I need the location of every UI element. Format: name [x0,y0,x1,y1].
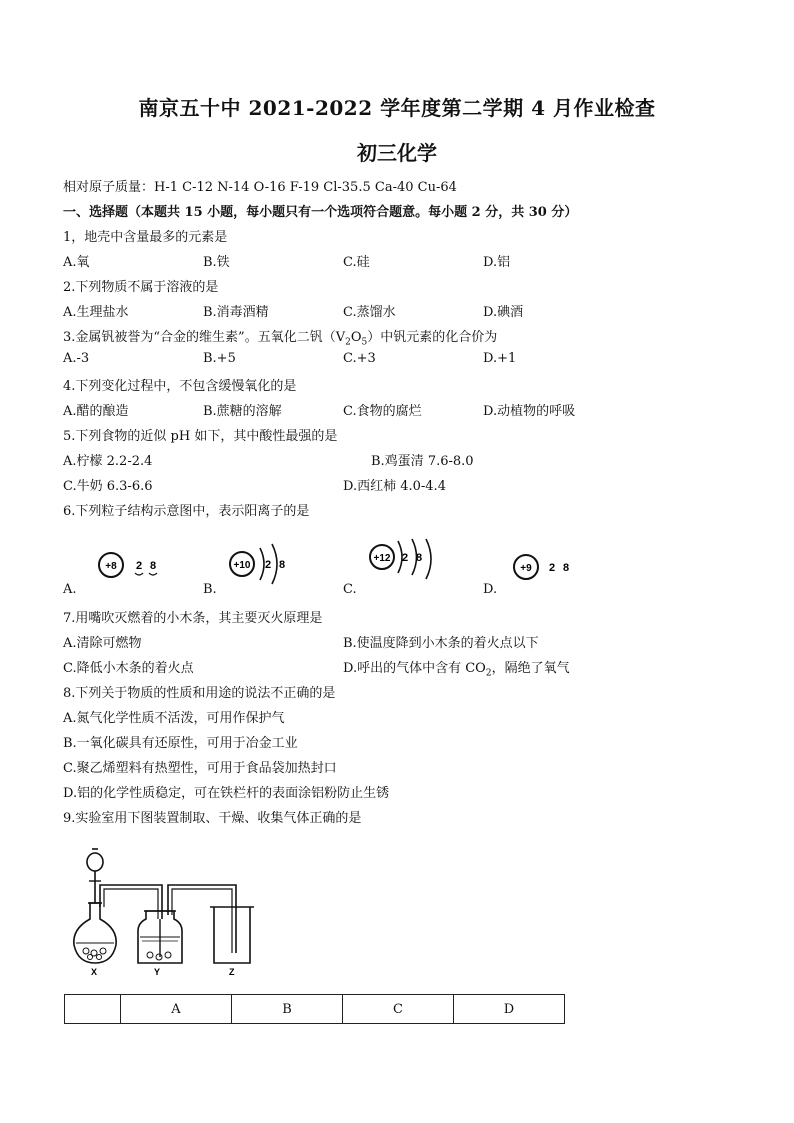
gas-apparatus-diagram [66,845,266,980]
q5-option-c: C.牛奶 6.3-6.6 [63,479,153,494]
page-title: 南京五十中 2021-2022 学年度第二学期 4 月作业检查 [138,96,656,120]
question-5-stem: 5.下列食物的近似 pH 如下，其中酸性最强的是 [63,429,338,444]
svg-text:8: 8 [149,560,157,572]
q3-option-d: D.+1 [483,351,517,366]
q2-option-d: D.碘酒 [483,305,524,320]
question-8-stem: 8.下列关于物质的性质和用途的说法不正确的是 [63,686,336,701]
section-heading: 一、选择题（本题共 15 小题，每小题只有一个选项符合题意。每小题 2 分，共 30 分） [63,205,578,220]
question-4-stem: 4.下列变化过程中，不包含缓慢氧化的是 [63,379,297,394]
svg-text:8: 8 [415,552,423,564]
q5-option-d: D.西红柿 4.0-4.4 [343,479,446,494]
svg-text:+8: +8 [105,561,117,572]
question-2-stem: 2.下列物质不属于溶液的是 [63,280,219,295]
question-7-stem: 7.用嘴吹灭燃着的小木条，其主要灭火原理是 [63,611,323,626]
particle-diagram-b [228,540,308,590]
q6-option-b: B. [203,582,217,597]
table-row [65,995,565,1024]
q4-option-b: B.蔗糖的溶解 [203,404,282,419]
q7-option-a: A.清除可燃物 [63,636,142,651]
question-3-stem: 3.金属钒被誉为“合金的维生素”。五氧化二钒$(V_2O_5)$中钒元素的化合价为 [63,330,498,348]
q4-option-d: D.动植物的呼吸 [483,404,576,419]
q4-option-c: C.食物的腐烂 [343,404,422,419]
q3-option-a: A.-3 [63,351,90,366]
q4-option-a: A.醋的酿造 [63,404,129,419]
q7-option-b: B.使温度降到小木条的着火点以下 [343,636,539,651]
q1-option-d: D.铝 [483,255,511,270]
table-header-a: A [121,995,232,1024]
q7-option-c: C.降低小木条的着火点 [63,661,194,676]
svg-text:8: 8 [562,562,570,574]
svg-text:+10: +10 [233,560,251,571]
svg-text:X: X [91,967,98,977]
q6-option-d: D. [483,582,498,597]
atomic-masses: 相对原子质量：H-1 C-12 N-14 O-16 F-19 Cl-35.5 Ca-40 Cu-64 [63,180,457,195]
question-6-stem: 6.下列粒子结构示意图中，表示阳离子的是 [63,504,310,519]
svg-text:2: 2 [401,552,409,564]
q1-option-b: B.铁 [203,255,230,270]
q6-option-a: A. [63,582,77,597]
question-9-stem: 9.实验室用下图装置制取、干燥、收集气体正确的是 [63,811,362,826]
svg-text:+9: +9 [520,563,532,574]
q5-option-a: A.柠檬 2.2-2.4 [63,454,153,469]
particle-diagram-c [368,535,448,585]
particle-diagram-d [510,550,590,586]
q5-option-b: B.鸡蛋清 7.6-8.0 [371,454,474,469]
q6-option-c: C. [343,582,357,597]
particle-diagram-a [95,545,175,585]
svg-text:+12: +12 [373,553,391,564]
q3-option-c: C.+3 [343,351,376,366]
svg-text:2: 2 [264,559,272,571]
table-header-d: D [454,995,565,1024]
question-1-stem: 1，地壳中含量最多的元素是 [63,230,228,245]
svg-text:Y: Y [154,967,161,977]
svg-text:Z: Z [229,967,235,977]
q8-option-a: A.氮气化学性质不活泼，可用作保护气 [63,711,285,726]
q3-option-b: B.+5 [203,351,236,366]
q8-option-d: D.铝的化学性质稳定，可在铁栏杆的表面涂铝粉防止生锈 [63,786,390,801]
svg-text:2: 2 [135,560,143,572]
q1-option-a: A.氧 [63,255,90,270]
q8-option-c: C.聚乙烯塑料有热塑性，可用于食品袋加热封口 [63,761,337,776]
q8-option-b: B.一氧化碳具有还原性，可用于冶金工业 [63,736,298,751]
q2-option-c: C.蒸馏水 [343,305,396,320]
answer-table [64,994,565,1024]
q1-option-c: C.硅 [343,255,370,270]
svg-text:8: 8 [278,559,286,571]
page-subtitle: 初三化学 [357,141,437,165]
svg-text:2: 2 [548,562,556,574]
q2-option-a: A.生理盐水 [63,305,129,320]
table-header-b: B [232,995,343,1024]
q7-option-d: D.呼出的气体中含有 $CO_2$，隔绝了氧气 [343,661,570,679]
q2-option-b: B.消毒酒精 [203,305,269,320]
table-cell-empty [65,995,121,1024]
table-header-c: C [343,995,454,1024]
